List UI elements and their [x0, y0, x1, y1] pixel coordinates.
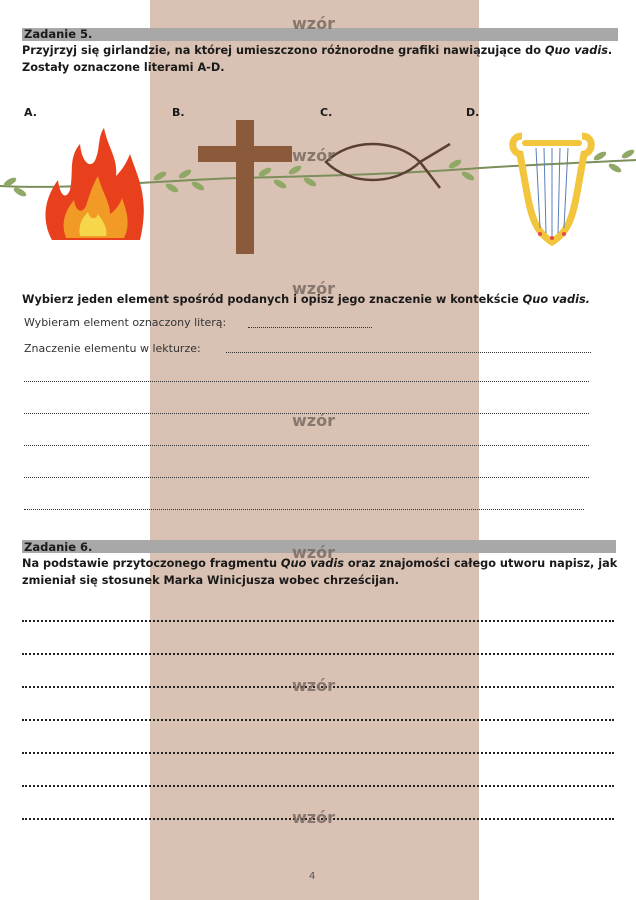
answer-line[interactable]: [24, 476, 589, 478]
fish-icon: [326, 144, 450, 188]
watermark-text: wzór: [292, 411, 335, 430]
page-number: 4: [309, 871, 316, 882]
flame-icon: [45, 128, 143, 240]
watermark-text: wzór: [292, 279, 335, 298]
letter-c: C.: [320, 106, 333, 119]
garland-illustration: [0, 118, 636, 258]
watermark-text: wzór: [292, 808, 335, 827]
task5-instruction: Przyjrzyj się girlandzie, na której umieszczono różnorodne grafiki nawiązujące do Quo vadis. Zostały oznaczone literami A-D.: [22, 44, 613, 74]
choice-label: Wybieram element oznaczony literą:: [24, 316, 227, 329]
watermark-text: wzór: [292, 14, 335, 33]
letter-d: D.: [466, 106, 480, 119]
cross-icon: [198, 120, 292, 254]
letter-b: B.: [172, 106, 185, 119]
watermark-text: wzór: [292, 676, 335, 695]
answer-line[interactable]: [24, 444, 589, 446]
answer-line[interactable]: [24, 380, 589, 382]
watermark-text: wzór: [292, 146, 335, 165]
answer-line[interactable]: [22, 784, 614, 787]
answer-line[interactable]: [22, 619, 614, 622]
task6-heading: Zadanie 6.: [24, 540, 93, 554]
answer-line[interactable]: [22, 751, 614, 754]
answer-line[interactable]: [22, 652, 614, 655]
lyre-icon: [513, 136, 592, 242]
task5-prompt: Wybierz jeden element spośród podanych i opisz jego znaczenie w kontekście Quo vadis.: [22, 293, 590, 306]
meaning-answer-line[interactable]: [226, 351, 591, 353]
task5-heading: Zadanie 5.: [24, 27, 93, 41]
answer-line[interactable]: [24, 508, 584, 510]
meaning-label: Znaczenie elementu w lekturze:: [24, 342, 201, 355]
watermark-text: wzór: [292, 543, 335, 562]
choice-answer-line[interactable]: [248, 326, 372, 328]
task6-instruction: Na podstawie przytoczonego fragmentu Quo vadis oraz znajomości całego utworu napisz, jak zmieniał się stosunek Marka Winicjusza wobec chrześcijan.: [22, 557, 618, 587]
letter-a: A.: [24, 106, 37, 119]
answer-line[interactable]: [22, 718, 614, 721]
